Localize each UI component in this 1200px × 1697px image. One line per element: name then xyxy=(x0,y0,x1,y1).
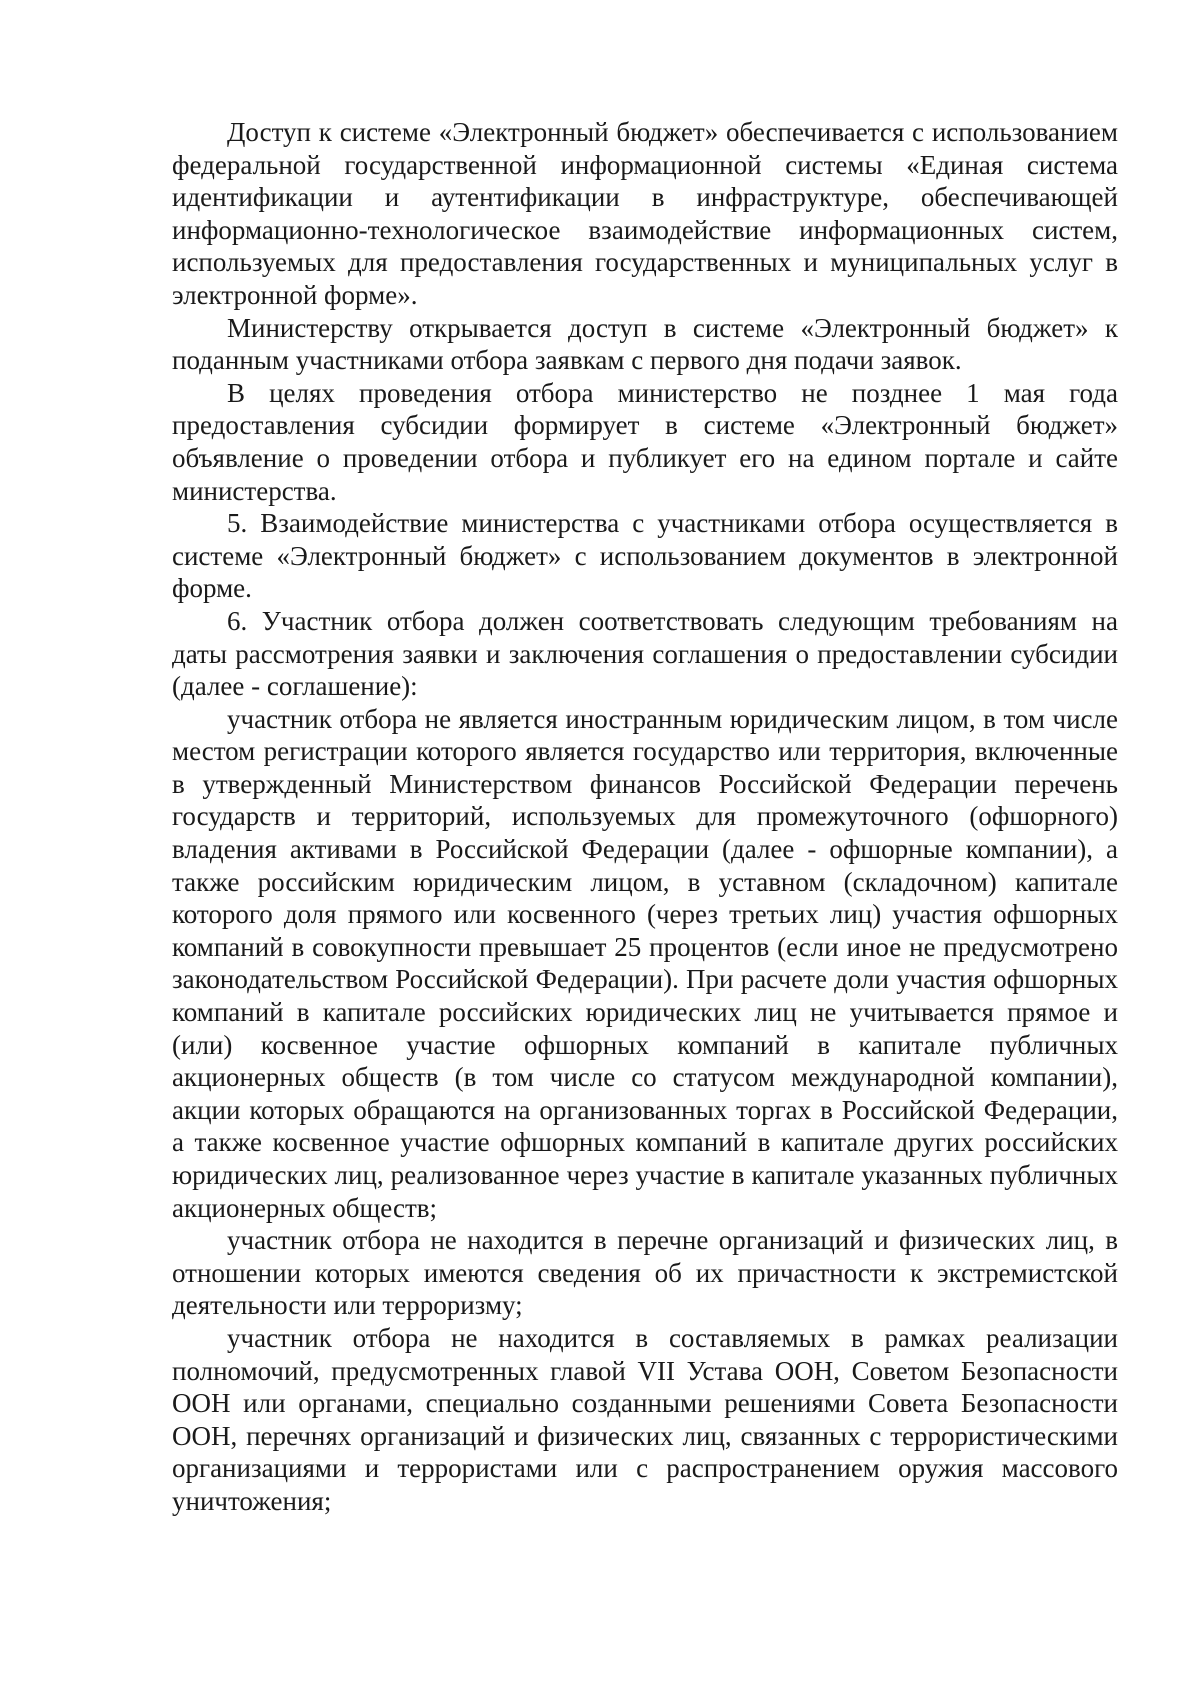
paragraph-item-6: 6. Участник отбора должен соответствовать следующим требованиям на даты рассмотрения заявки и заключения соглашения о предоставлении субсидии (далее - соглашение): xyxy=(172,605,1118,702)
paragraph-un-sanctions-requirement: участник отбора не находится в составляемых в рамках реализации полномочий, предусмотренных главой VII Устава ООН, Советом Безопасности ООН или органами, специально созданными решениями Совета Безопасности ООН, перечнях организаций и физических лиц, связанных с террористическими организациями и террористами или с распространением оружия массового уничтожения; xyxy=(172,1322,1118,1516)
paragraph-item-5: 5. Взаимодействие министерства с участниками отбора осуществляется в системе «Электронный бюджет» с использованием документов в электронной форме. xyxy=(172,508,1118,604)
document-body xyxy=(172,116,1118,1518)
paragraph-selection-announcement: В целях проведения отбора министерство не позднее 1 мая года предоставления субсидии формирует в системе «Электронный бюджет» объявление о проведении отбора и публикует его на едином портале и сайте министерства. xyxy=(172,377,1118,506)
paragraph-access-system: Доступ к системе «Электронный бюджет» обеспечивается с использованием федеральной государственной информационной системы «Единая система идентификации и аутентификации в инфраструктуре, обеспечивающей информационно-технологическое взаимодействие информационных систем, используемых для предоставления государственных и муниципальных услуг в электронной форме». xyxy=(172,117,1118,310)
paragraph-extremism-requirement: участник отбора не находится в перечне организаций и физических лиц, в отношении которых имеются сведения об их причастности к экстремистской деятельности или терроризму; xyxy=(172,1225,1118,1321)
paragraph-ministry-access: Министерству открывается доступ в системе «Электронный бюджет» к поданным участниками отбора заявкам с первого дня подачи заявок. xyxy=(172,312,1118,376)
paragraph-offshore-requirement: участник отбора не является иностранным юридическим лицом, в том числе местом регистрации которого является государство или территория, включенные в утвержденный Министерством финансов Российской Федерации перечень государств и территорий, используемых для промежуточного (офшорного) владения активами в Российской Федерации (далее - офшорные компании), а также российским юридическим лицом, в уставном (складочном) капитале которого доля прямого или косвенного (через третьих лиц) участия офшорных компаний в совокупности превышает 25 процентов (если иное не предусмотрено законодательством Российской Федерации). При расчете доли участия офшорных компаний в капитале российских юридических лиц не учитывается прямое и (или) косвенное участие офшорных компаний в капитале публичных акционерных обществ (в том числе со статусом международной компании), акции которых обращаются на организованных торгах в Российской Федерации, а также косвенное участие офшорных компаний в капитале других российских юридических лиц, реализованное через участие в капитале указанных публичных акционерных обществ; xyxy=(172,703,1118,1223)
